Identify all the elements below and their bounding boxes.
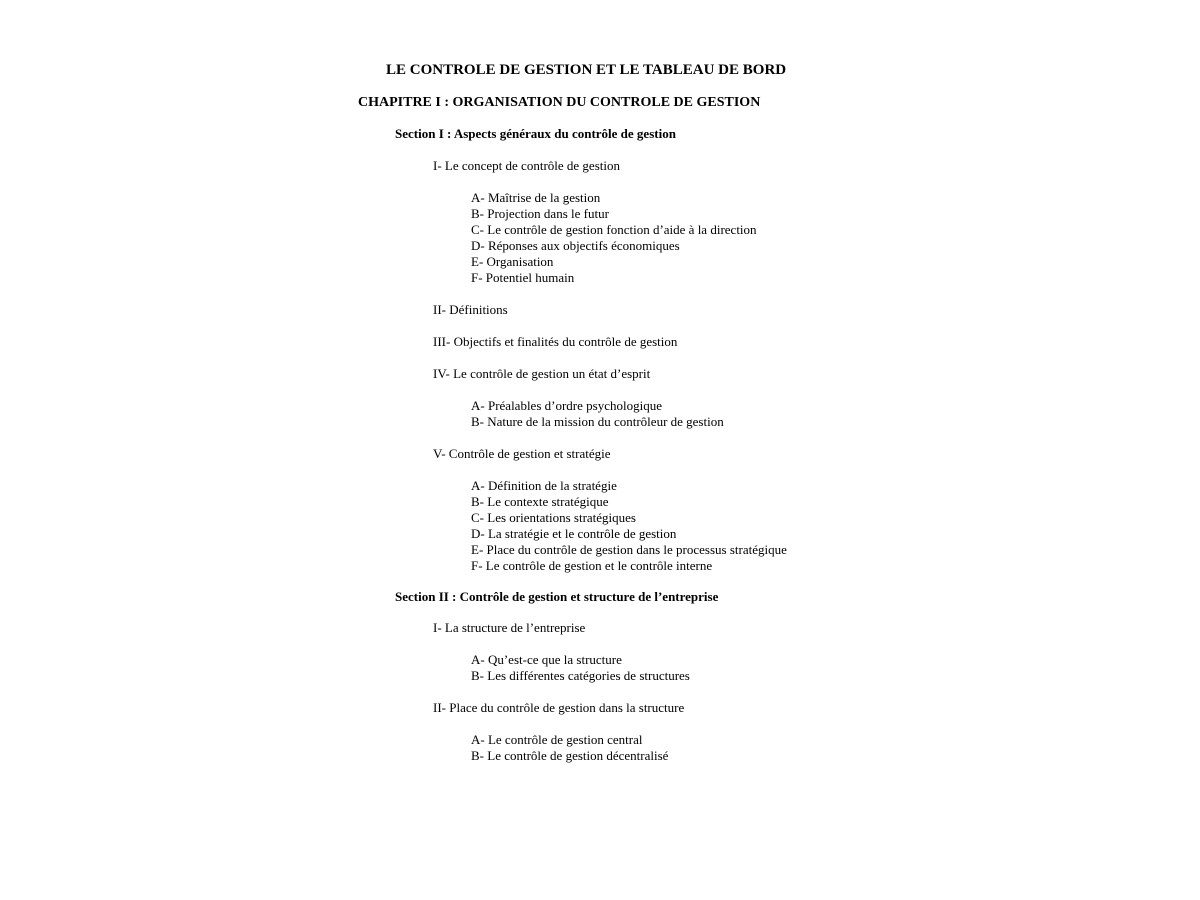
list-item: F- Le contrôle de gestion et le contrôle interne [471, 558, 713, 573]
part-heading: V- Contrôle de gestion et stratégie [433, 446, 611, 461]
part-heading: I- Le concept de contrôle de gestion [433, 158, 620, 173]
list-item: A- Définition de la stratégie [471, 478, 617, 493]
section-title: Section I : Aspects généraux du contrôle de gestion [395, 126, 676, 141]
list-item: B- Les différentes catégories de structures [471, 668, 690, 683]
part-heading: II- Place du contrôle de gestion dans la structure [433, 700, 685, 715]
part-heading: II- Définitions [433, 302, 508, 317]
list-item: D- Réponses aux objectifs économiques [471, 238, 680, 253]
section-title: Section II : Contrôle de gestion et structure de l’entreprise [395, 589, 719, 604]
list-item: A- Maîtrise de la gestion [471, 190, 601, 205]
list-item: D- La stratégie et le contrôle de gestion [471, 526, 677, 541]
list-item: C- Le contrôle de gestion fonction d’aide à la direction [471, 222, 757, 237]
list-item: E- Organisation [471, 254, 554, 269]
list-item: E- Place du contrôle de gestion dans le processus stratégique [471, 542, 787, 557]
part-heading: III- Objectifs et finalités du contrôle de gestion [433, 334, 678, 349]
list-item: B- Le contrôle de gestion décentralisé [471, 748, 669, 763]
part-heading: I- La structure de l’entreprise [433, 620, 586, 635]
list-item: C- Les orientations stratégiques [471, 510, 636, 525]
list-item: B- Projection dans le futur [471, 206, 609, 221]
list-item: A- Le contrôle de gestion central [471, 732, 643, 747]
chapter-title: CHAPITRE I : ORGANISATION DU CONTROLE DE GESTION [358, 95, 761, 110]
list-item: F- Potentiel humain [471, 270, 575, 285]
document-title: LE CONTROLE DE GESTION ET LE TABLEAU DE BORD [386, 62, 787, 78]
list-item: B- Le contexte stratégique [471, 494, 609, 509]
list-item: A- Qu’est-ce que la structure [471, 652, 622, 667]
part-heading: IV- Le contrôle de gestion un état d’esprit [433, 366, 651, 381]
list-item: A- Préalables d’ordre psychologique [471, 398, 662, 413]
list-item: B- Nature de la mission du contrôleur de gestion [471, 414, 724, 429]
